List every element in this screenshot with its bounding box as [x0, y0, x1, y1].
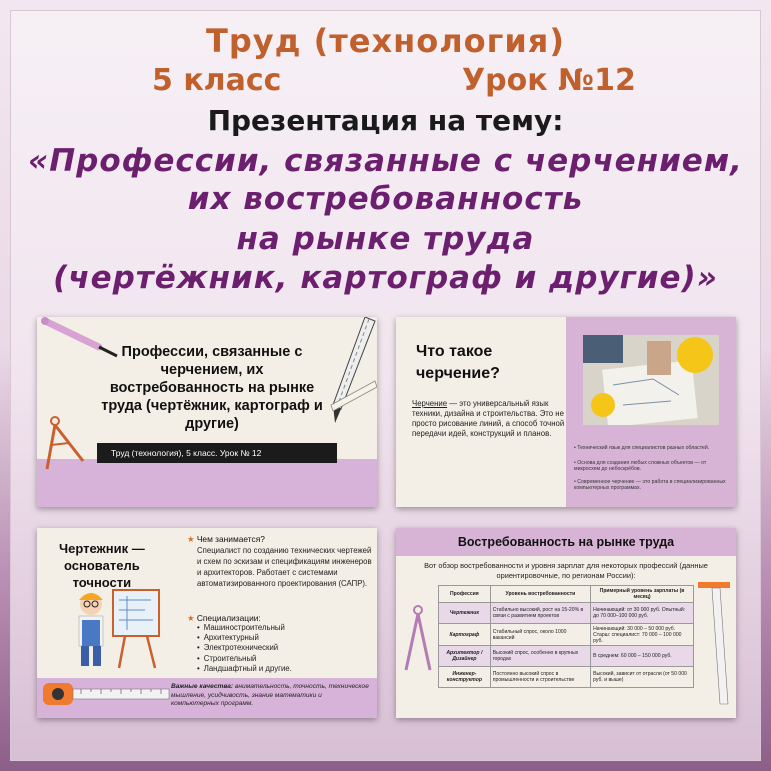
slide-what-is-drafting-preview[interactable]: [396, 317, 736, 507]
table-row: Чертежник Стабильно высокий, рост на 15-20% в связи с развитием проектов Начинающий: от 30 000 руб. Опытный: до 70 000–100 000 руб.: [439, 603, 694, 624]
slide-draftsman-preview[interactable]: [37, 528, 377, 718]
lesson-label: Урок №12: [462, 63, 636, 98]
extra-text: Это не просто рисование линий, а способ точной передачи идей, конструкций и планов.: [412, 409, 565, 438]
slide3-title-line-3: точности: [72, 575, 132, 590]
slide2-title: [416, 341, 500, 385]
ruler-icon: [329, 375, 377, 411]
table-row: Картограф Стабильный спрос, около 1000 вакансий Начинающий: 30 000 – 50 000 руб. Старш: специалист: 70 000 – 100 000 руб.: [439, 624, 694, 646]
slide-title-preview[interactable]: [37, 317, 377, 507]
table-row: Архитектор / Дизайнер Высокий спрос, особенно в крупных городах В среднем: 60 000 – 150 000 руб.: [439, 646, 694, 667]
what-does-label: ★ Чем занимается?: [187, 534, 265, 544]
subject-title: Труд (технология): [206, 22, 565, 60]
compass-icon: [43, 415, 89, 473]
engineers-photo: [583, 335, 719, 425]
grade-lesson-row: [0, 63, 771, 99]
topic-line-4: (чертёжник, картограф и другие)»: [53, 260, 718, 296]
specializations-list: [197, 623, 292, 674]
slide1-title: Профессии, связанные с черчением, их востребованность на рынке труда (чертёжник, картограф и другие): [101, 344, 323, 432]
slide2-title-line-1: Что такое: [416, 343, 493, 360]
topic-line-1: «Профессии, связанные с черчением,: [28, 143, 743, 179]
presentation-label: Презентация на тему:: [207, 104, 564, 137]
table-header: Уровень востребованности: [490, 586, 590, 603]
slide3-title-line-2: основатель: [64, 558, 140, 573]
list-item: • Электротехнический: [197, 643, 292, 653]
slide3-title-line-1: Чертежник —: [59, 541, 145, 556]
list-item: • Архитектурный: [197, 633, 292, 643]
qualities-text: Важные качества: внимательность, точность, техническое мышление, усидчивость, знание математики и компьютерных программ.: [171, 683, 369, 708]
table-header: Примерный уровень зарплаты (в месяц): [591, 586, 694, 603]
slide3-description: Специалист по созданию технических чертежей и схем по эскизам и спецификациям инженеров и архитекторов. Работает с системами автоматизированного проектирования (САПР).: [197, 546, 372, 588]
draftsman-illustration: [67, 586, 163, 670]
term-link: Черчение: [412, 399, 448, 408]
slide1-subtitle-band: Труд (технология), 5 класс. Урок № 12: [97, 443, 337, 463]
table-row: Инженер-конструктор Постоянно высокий спрос в промышленности и строительстве Высокий, зависит от отрасли (от 50 000 руб. и выше): [439, 667, 694, 688]
list-item: • Ландшафтный и другие.: [197, 664, 292, 674]
slide4-title: Востребованность на рынке труда: [457, 535, 675, 549]
grade-label: 5 класс: [152, 63, 282, 98]
bullet-3: • Современное черчение — это работа в специализированных компьютерных программах.: [574, 479, 726, 492]
topic-line-2: их востребованность: [187, 181, 584, 217]
table-header: Профессия: [439, 586, 491, 603]
definition-text: — это универсальный язык техники, дизайна и строительства.: [412, 399, 549, 418]
slide3-title: [59, 540, 145, 591]
specializations-label: ★ Специализации:: [187, 613, 261, 623]
salary-table: [438, 585, 694, 688]
star-icon: ★: [187, 534, 195, 544]
slide4-subtitle: Вот обзор востребованности и уровня зарплат для некоторых профессий (данные ориентировочные, по регионам России):: [424, 561, 708, 580]
star-icon: ★: [187, 613, 195, 623]
ruler-icon: [694, 578, 736, 708]
slide2-body: [412, 399, 568, 439]
bullet-1: • Технический язык для специалистов разных областей.: [574, 445, 710, 451]
compass-icon: [400, 604, 436, 674]
slide-demand-preview[interactable]: [396, 528, 736, 718]
list-item: • Машиностроительный: [197, 623, 292, 633]
slide2-title-line-2: черчение?: [416, 365, 500, 382]
list-item: • Строительный: [197, 654, 292, 664]
topic-line-3: на рынке труда: [236, 221, 535, 257]
tape-measure-icon: [41, 680, 171, 708]
bullet-2: • Основа для создания любых сложных объектов — от микросхем до небоскрёбов.: [574, 460, 707, 473]
